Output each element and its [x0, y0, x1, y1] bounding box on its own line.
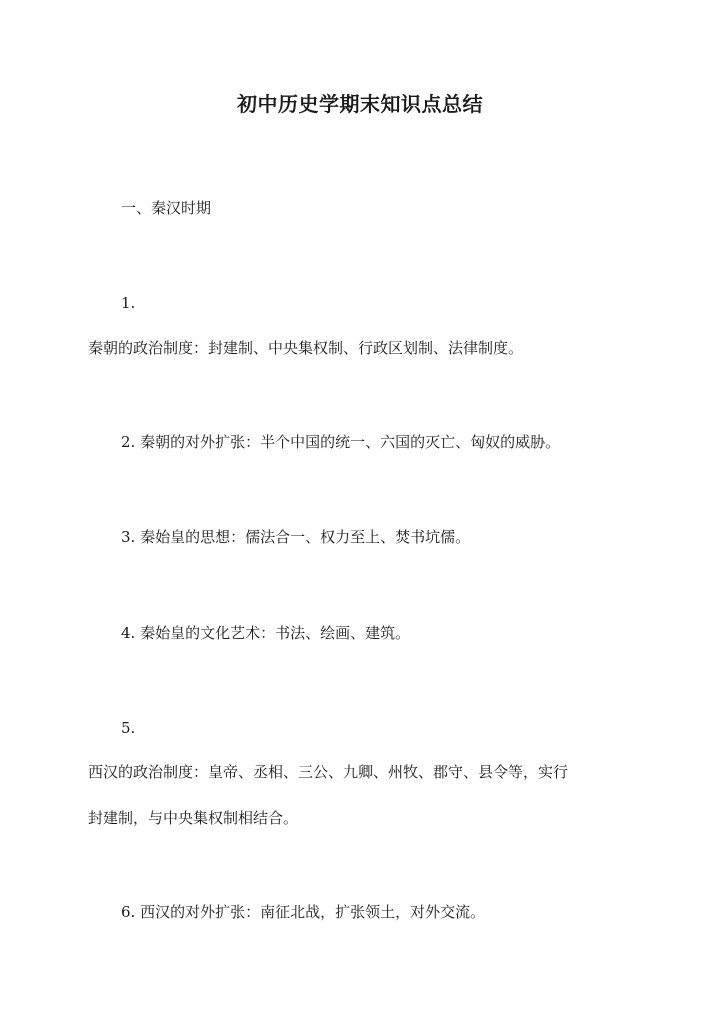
item-6: 6. 西汉的对外扩张：南征北战，扩张领土，对外交流。 [121, 903, 486, 921]
item-3: 3. 秦始皇的思想：儒法合一、权力至上、焚书坑儒。 [121, 528, 471, 546]
item-2: 2. 秦朝的对外扩张：半个中国的统一、六国的灭亡、匈奴的威胁。 [121, 433, 561, 451]
item-1-text: 秦朝的政治制度：封建制、中央集权制、行政区划制、法律制度。 [88, 339, 524, 357]
section-heading: 一、秦汉时期 [121, 199, 212, 217]
item-5-text-line1: 西汉的政治制度：皇帝、丞相、三公、九卿、州牧、郡守、县令等，实行 [88, 763, 569, 781]
item-5-number: 5. [121, 719, 136, 737]
document-title: 初中历史学期末知识点总结 [237, 92, 483, 116]
item-5-text-line2: 封建制，与中央集权制相结合。 [88, 809, 299, 827]
item-4: 4. 秦始皇的文化艺术：书法、绘画、建筑。 [121, 624, 411, 642]
item-1-number: 1. [121, 294, 136, 312]
